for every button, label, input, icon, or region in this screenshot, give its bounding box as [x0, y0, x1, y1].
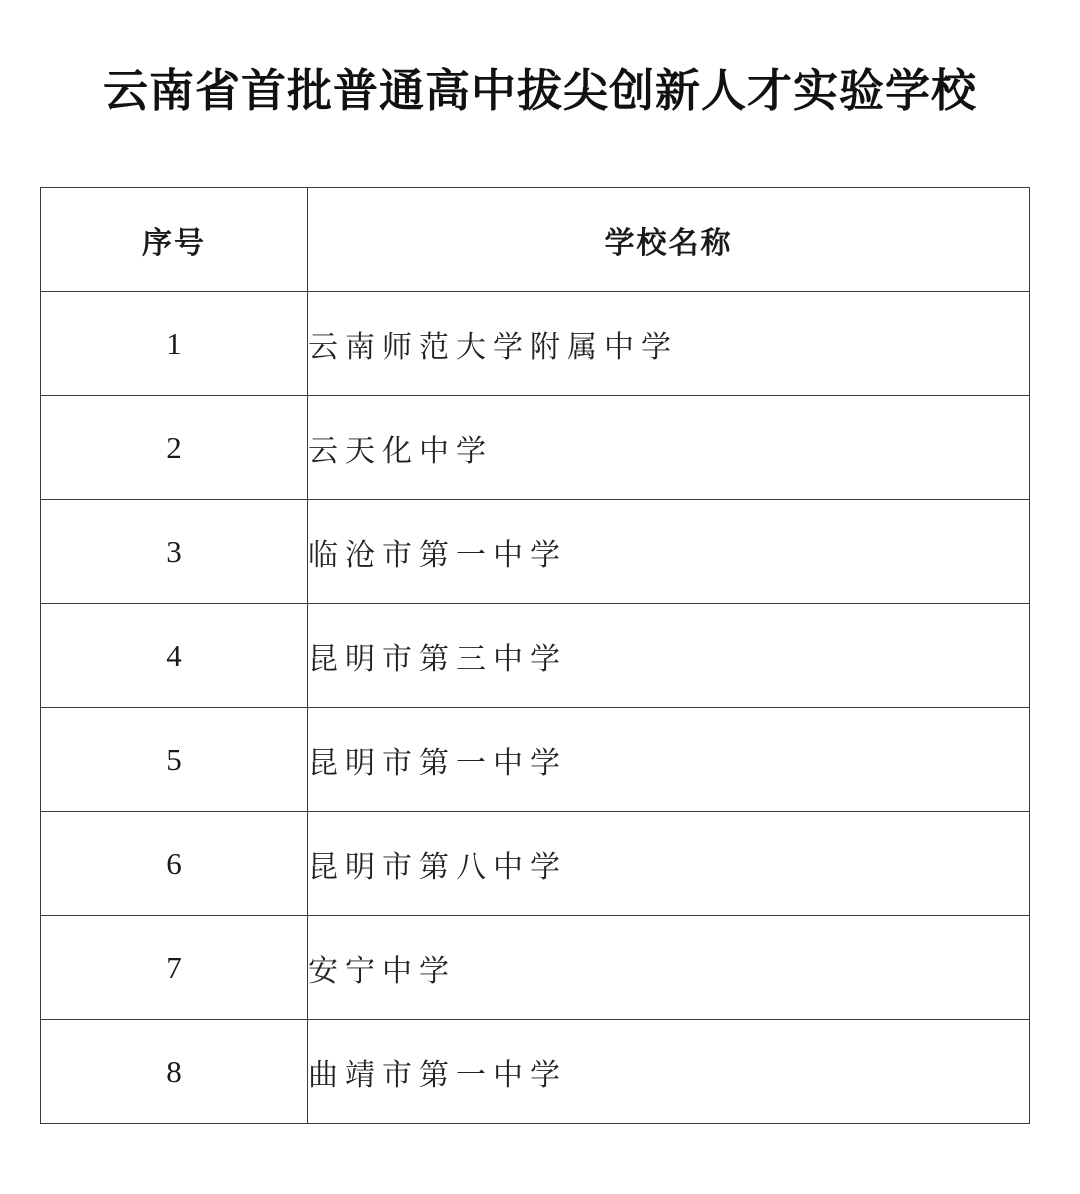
- row-index: 4: [41, 604, 308, 708]
- table-row: [41, 500, 1030, 604]
- school-table: [40, 187, 1030, 1124]
- table-row: [41, 396, 1030, 500]
- header-school-name: 学校名称: [308, 188, 1030, 292]
- row-index: 7: [41, 916, 308, 1020]
- table-row: [41, 292, 1030, 396]
- row-index: 1: [41, 292, 308, 396]
- row-index: 2: [41, 396, 308, 500]
- table-row: [41, 916, 1030, 1020]
- table-row: [41, 708, 1030, 812]
- row-school-name: 昆明市第一中学: [308, 708, 1030, 812]
- row-school-name: 曲靖市第一中学: [308, 1020, 1030, 1124]
- row-school-name: 云南师范大学附属中学: [308, 292, 1030, 396]
- table-header-row: [41, 188, 1030, 292]
- table-row: [41, 1020, 1030, 1124]
- table-row: [41, 604, 1030, 708]
- table-row: [41, 812, 1030, 916]
- row-school-name: 昆明市第八中学: [308, 812, 1030, 916]
- row-school-name: 昆明市第三中学: [308, 604, 1030, 708]
- header-index: 序号: [41, 188, 308, 292]
- row-school-name: 安宁中学: [308, 916, 1030, 1020]
- row-school-name: 云天化中学: [308, 396, 1030, 500]
- row-school-name: 临沧市第一中学: [308, 500, 1030, 604]
- row-index: 5: [41, 708, 308, 812]
- page-title: 云南省首批普通高中拔尖创新人才实验学校: [102, 64, 977, 117]
- row-index: 6: [41, 812, 308, 916]
- row-index: 3: [41, 500, 308, 604]
- row-index: 8: [41, 1020, 308, 1124]
